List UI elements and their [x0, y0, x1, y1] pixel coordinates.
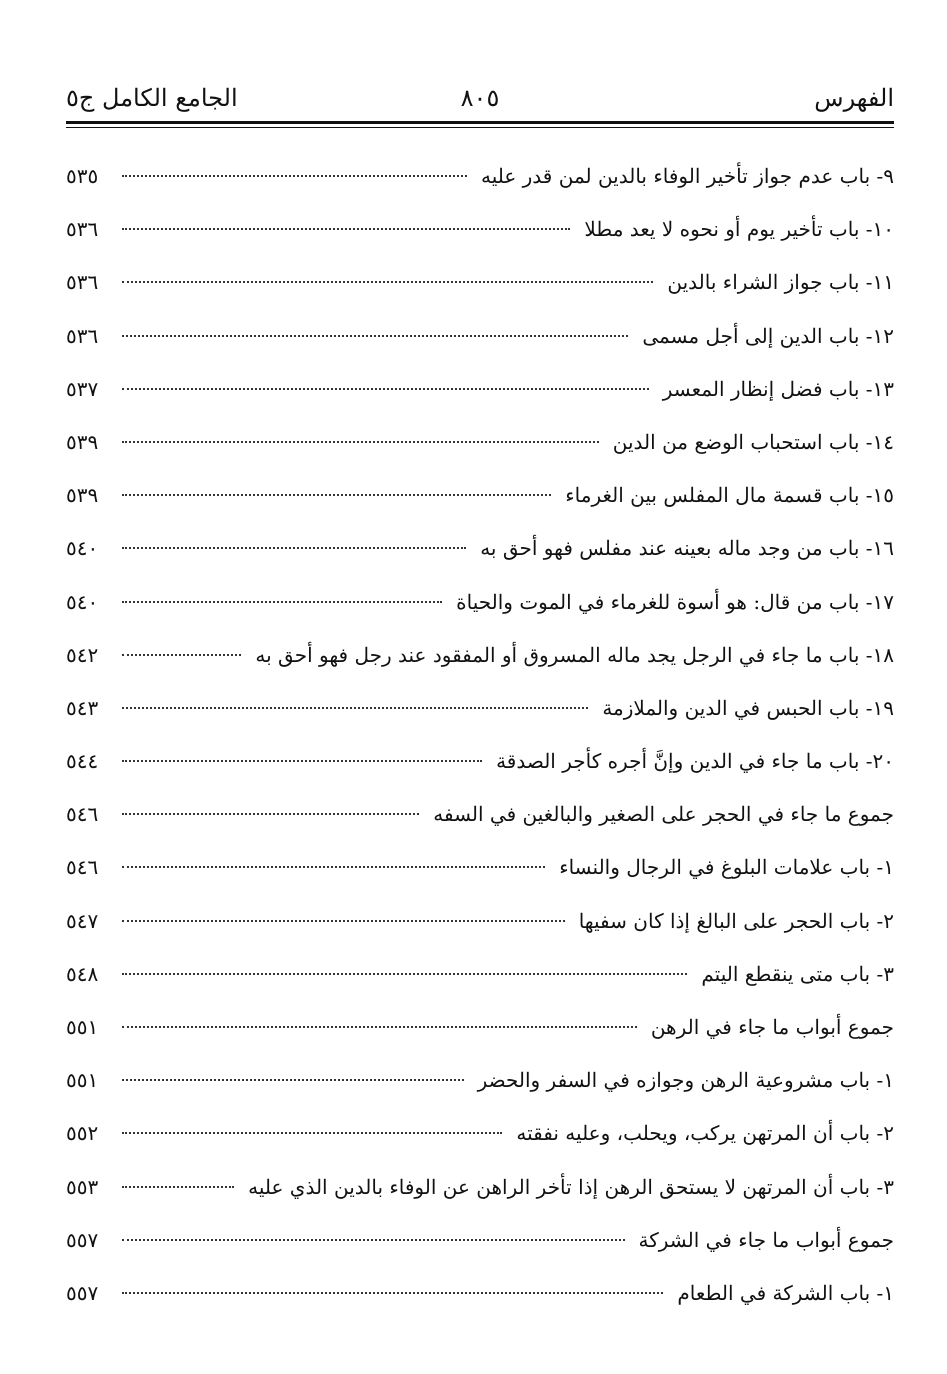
toc-entry [66, 1214, 894, 1267]
toc-entry-page: ٥٣٥ [66, 164, 99, 188]
dot-leader [122, 228, 570, 230]
book-title: الجامع الكامل ج٥ [66, 84, 238, 112]
toc-entry-page: ٥٤٤ [66, 749, 99, 774]
toc-entry-title: ٢- باب الحجر على البالغ إذا كان سفيها [578, 908, 894, 933]
toc-entry-page: ٥٣٩ [66, 483, 99, 508]
toc-entry-page: ٥٤٣ [66, 695, 99, 720]
toc-entry-page: ٥٣٦ [66, 270, 99, 295]
toc-entry [66, 948, 894, 1001]
toc-entry-page: ٥٥٧ [66, 1280, 99, 1305]
toc-entry [66, 1161, 894, 1214]
dot-leader [122, 1079, 464, 1081]
toc-entry [66, 256, 894, 309]
toc-entry-page: ٥٤٦ [66, 855, 99, 880]
toc-entry-title: ١٥- باب قسمة مال المفلس بين الغرماء [565, 483, 894, 508]
toc-entry-title: ٢٠- باب ما جاء في الدين وإنَّ أجره كأجر الصدقة [496, 749, 894, 774]
dot-leader [122, 1026, 637, 1028]
dot-leader [122, 335, 628, 337]
toc-entry-page: ٥٣٩ [66, 429, 99, 454]
dot-leader [122, 813, 419, 815]
toc-entry-page: ٥٥٧ [66, 1227, 99, 1252]
toc-entry-page: ٥٣٦ [66, 217, 99, 242]
toc-entry-title: ١- باب علامات البلوغ في الرجال والنساء [559, 855, 894, 880]
dot-leader [122, 494, 551, 496]
toc-entry [66, 363, 894, 416]
dot-leader [122, 388, 649, 390]
toc-entry-page: ٥٤٢ [66, 642, 99, 667]
toc-entry-page: ٥٤٦ [66, 802, 99, 827]
toc-entry [66, 150, 894, 203]
toc-entry-page: ٥٤٠ [66, 589, 99, 614]
dot-leader [122, 760, 482, 762]
toc-entry-page: ٥٤٧ [66, 908, 99, 933]
dot-leader [122, 547, 466, 549]
toc-entry-title: جموع ما جاء في الحجر على الصغير والبالغين في السفه [433, 802, 894, 827]
dot-leader [122, 707, 588, 709]
toc-entry [66, 203, 894, 256]
dot-leader [122, 973, 687, 975]
section-title: الفهرس [814, 84, 894, 112]
dot-leader [122, 441, 599, 443]
toc-entry-title: ١١- باب جواز الشراء بالدين [667, 270, 894, 295]
toc-entry [66, 576, 894, 629]
toc-entry-title: ١٦- باب من وجد ماله بعينه عند مفلس فهو أحق به [480, 536, 894, 561]
toc-entry-title: ١٨- باب ما جاء في الرجل يجد ماله المسروق أو المفقود عند رجل فهو أحق به [255, 642, 894, 667]
toc-entry [66, 310, 894, 363]
dot-leader [122, 601, 442, 603]
toc-entry-title: ٩- باب عدم جواز تأخير الوفاء بالدين لمن قدر عليه [480, 164, 894, 188]
dot-leader [122, 1186, 234, 1188]
toc-entry [66, 1107, 894, 1160]
table-of-contents [66, 150, 894, 1320]
toc-entry [66, 735, 894, 788]
dot-leader [122, 1292, 663, 1294]
toc-entry-page: ٥٤٠ [66, 536, 99, 561]
toc-entry-title: ١- باب الشركة في الطعام [677, 1280, 894, 1305]
toc-entry-page: ٥٥٣ [66, 1174, 99, 1199]
toc-entry-page: ٥٥١ [66, 1015, 99, 1039]
dot-leader [122, 1132, 502, 1134]
dot-leader [122, 920, 565, 922]
toc-entry [66, 788, 894, 841]
toc-entry [66, 416, 894, 469]
toc-entry-title: ١٢- باب الدين إلى أجل مسمى [642, 323, 894, 348]
toc-entry [66, 1267, 894, 1320]
toc-entry-title: ٢- باب أن المرتهن يركب، ويحلب، وعليه نفقته [516, 1121, 894, 1146]
toc-entry-title: ١٤- باب استحباب الوضع من الدين [612, 429, 894, 454]
header-rule-thin [66, 127, 894, 128]
dot-leader [122, 1239, 625, 1241]
toc-entry-title: ١٣- باب فضل إنظار المعسر [662, 376, 894, 401]
toc-entry-title: جموع أبواب ما جاء في الشركة [638, 1227, 894, 1252]
toc-entry-title: ١٧- باب من قال: هو أسوة للغرماء في الموت والحياة [456, 589, 894, 614]
toc-entry-title: ١٩- باب الحبس في الدين والملازمة [602, 695, 894, 720]
page-number: ٨٠٥ [460, 84, 500, 112]
toc-entry-page: ٥٥٢ [66, 1121, 99, 1146]
dot-leader [122, 654, 241, 656]
toc-entry-title: ٣- باب متى ينقطع اليتم [701, 961, 894, 986]
toc-entry-title: جموع أبواب ما جاء في الرهن [650, 1015, 894, 1039]
toc-entry [66, 629, 894, 682]
header-rule-thick [66, 121, 894, 124]
toc-entry [66, 1054, 894, 1107]
toc-entry-title: ١٠- باب تأخير يوم أو نحوه لا يعد مطلا [584, 217, 894, 242]
dot-leader [122, 281, 653, 283]
toc-entry-page: ٥٣٧ [66, 376, 99, 401]
dot-leader [122, 866, 545, 868]
toc-entry [66, 895, 894, 948]
toc-entry-title: ١- باب مشروعية الرهن وجوازه في السفر والحضر [477, 1068, 894, 1093]
page-header [66, 78, 894, 122]
toc-entry [66, 682, 894, 735]
toc-entry-page: ٥٣٦ [66, 323, 99, 348]
dot-leader [122, 175, 467, 177]
toc-entry [66, 522, 894, 575]
toc-entry-page: ٥٤٨ [66, 961, 99, 986]
toc-entry [66, 469, 894, 522]
toc-entry [66, 841, 894, 894]
toc-entry-title: ٣- باب أن المرتهن لا يستحق الرهن إذا تأخر الراهن عن الوفاء بالدين الذي عليه [248, 1174, 894, 1199]
toc-entry-page: ٥٥١ [66, 1068, 99, 1093]
toc-entry [66, 1001, 894, 1054]
